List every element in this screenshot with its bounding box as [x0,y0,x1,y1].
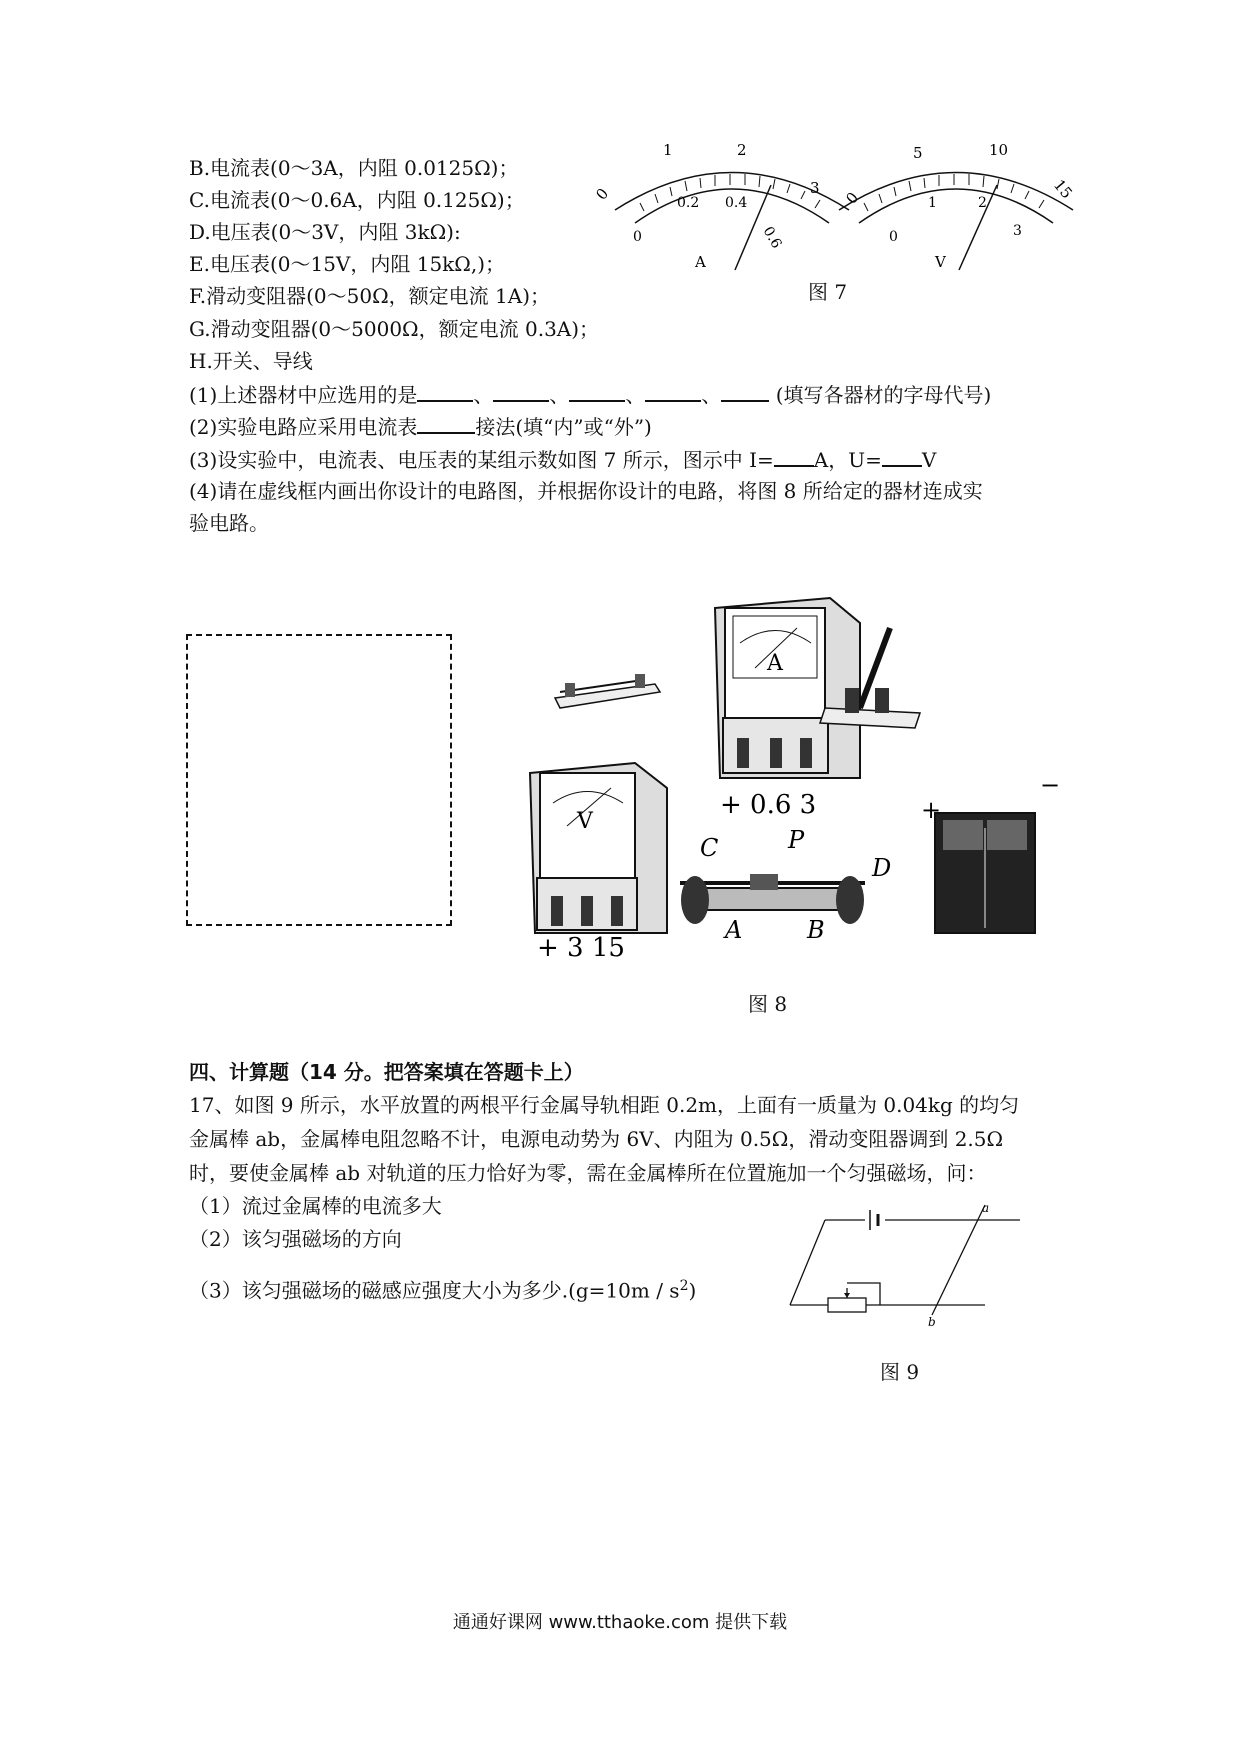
ammeter-bottom-tick-2: 0.4 [725,195,748,211]
voltmeter-top-tick-0: 0 [842,188,863,208]
ammeter-top-tick-2: 2 [737,141,747,159]
question-3: (3)设实验中，电流表、电压表的某组示数如图 7 所示，图示中 I= A，U= V [189,448,937,472]
figure-9-circuit [780,1198,1030,1328]
ammeter-bottom-tick-0: 0 [633,229,642,245]
answer-blank-connection[interactable] [417,414,475,434]
answer-blank-voltage[interactable] [882,447,922,467]
question-2: (2)实验电路应采用电流表 接法(填“内”或“外”) [189,415,652,439]
equipment-c: C.电流表(0～0.6A，内阻 0.125Ω)； [189,188,525,212]
metal-rod-ab [932,1205,985,1315]
problem-17-sub-3: （3）该匀强磁场的磁感应强度大小为多少$.(g=10m / s^2)$ [189,1278,697,1303]
answer-blank-2[interactable] [493,382,549,402]
problem-17-sub-1: （1）流过金属棒的电流多大 [189,1194,442,1218]
question-4-line-2: 验电路。 [189,511,269,535]
ammeter-device-letter: A [767,651,783,676]
equipment-b: B.电流表(0～3A，内阻 0.0125Ω)； [189,156,519,180]
voltmeter-top-tick-3: 15 [1049,176,1076,203]
rheostat-label-b: B [807,916,825,944]
rheostat-symbol [828,1298,866,1312]
voltmeter-device-letter: V [577,809,593,834]
figure-9-caption: 图 9 [880,1360,920,1384]
figure-7-meters [592,141,1085,285]
rheostat-label-c: C [700,834,719,862]
answer-blank-4[interactable] [645,382,701,402]
voltmeter-device [530,763,667,933]
sliding-rheostat [680,874,865,924]
equipment-f: F.滑动变阻器(0～50Ω，额定电流 1A)； [189,284,551,308]
problem-17-line-3: 时，要使金属棒 ab 对轨道的压力恰好为零，需在金属棒所在位置施加一个匀强磁场，问： [189,1161,987,1185]
ammeter-top-tick-0: 0 [592,184,613,204]
voltmeter-terminal-labels: + 3 15 [537,933,625,963]
equipment-h: H.开关、导线 [189,349,313,373]
ammeter-terminal-labels: + 0.6 3 [720,790,817,820]
rheostat-label-p: P [788,826,805,854]
page-footer: 通通好课网 www.tthaoke.com 提供下载 [452,1612,788,1633]
answer-blank-3[interactable] [569,382,625,402]
answer-blank-5[interactable] [721,382,769,402]
voltmeter-bottom-tick-0: 0 [889,229,898,245]
answer-blank-current[interactable] [774,447,814,467]
ammeter-device [715,598,860,778]
rod-label-b: b [928,1315,936,1329]
equipment-g: G.滑动变阻器(0～5000Ω，额定电流 0.3A)； [189,317,600,341]
battery [935,813,1035,933]
equipment-d: D.电压表(0～3V，内阻 3kΩ): [189,220,461,244]
circuit-drawing-box[interactable] [186,634,452,926]
ammeter-bottom-tick-1: 0.2 [677,195,700,211]
question-1: (1)上述器材中应选用的是 、 、 、 、 (填写各器材的字母代号) [189,383,992,407]
ammeter-letter: A [695,253,706,271]
voltmeter-dial [839,173,1073,271]
voltmeter-bottom-tick-3: 3 [1013,223,1022,239]
figure-8-caption: 图 8 [748,992,788,1016]
battery-plus-label: + [921,796,942,824]
rheostat-label-d: D [872,854,892,882]
figure-8-equipment [515,588,1061,963]
battery-minus-label: − [1040,771,1061,799]
ammeter-top-tick-1: 1 [663,141,673,159]
figure-7-caption: 图 7 [808,280,848,304]
answer-blank-1[interactable] [417,382,473,402]
voltmeter-top-tick-1: 5 [913,144,923,162]
voltmeter-bottom-tick-1: 1 [928,195,937,211]
problem-17-line-1: 17、如图 9 所示，水平放置的两根平行金属导轨相距 0.2m，上面有一质量为 0.04kg 的均匀 [189,1093,1020,1117]
ammeter-bottom-tick-3: 0.6 [759,224,785,252]
voltmeter-top-tick-2: 10 [989,141,1009,159]
question-4-line-1: (4)请在虚线框内画出你设计的电路图，并根据你设计的电路，将图 8 所给定的器材连成实 [189,479,983,503]
problem-17-sub-2: （2）该匀强磁场的方向 [189,1227,402,1251]
rheostat-label-a: A [725,916,743,944]
section-4-title: 四、计算题（14 分。把答案填在答题卡上） [189,1060,584,1084]
voltmeter-letter: V [935,253,946,271]
rod-label-a: a [982,1201,990,1215]
voltmeter-bottom-tick-2: 2 [978,195,987,211]
ammeter-top-tick-3: 3 [810,179,820,197]
equipment-e: E.电压表(0～15V，内阻 15kΩ,)； [189,252,506,276]
problem-17-line-2: 金属棒 ab，金属棒电阻忽略不计，电源电动势为 6V、内阻为 0.5Ω，滑动变阻器调到 2.5Ω [189,1127,1004,1151]
resistor-board [555,674,660,708]
